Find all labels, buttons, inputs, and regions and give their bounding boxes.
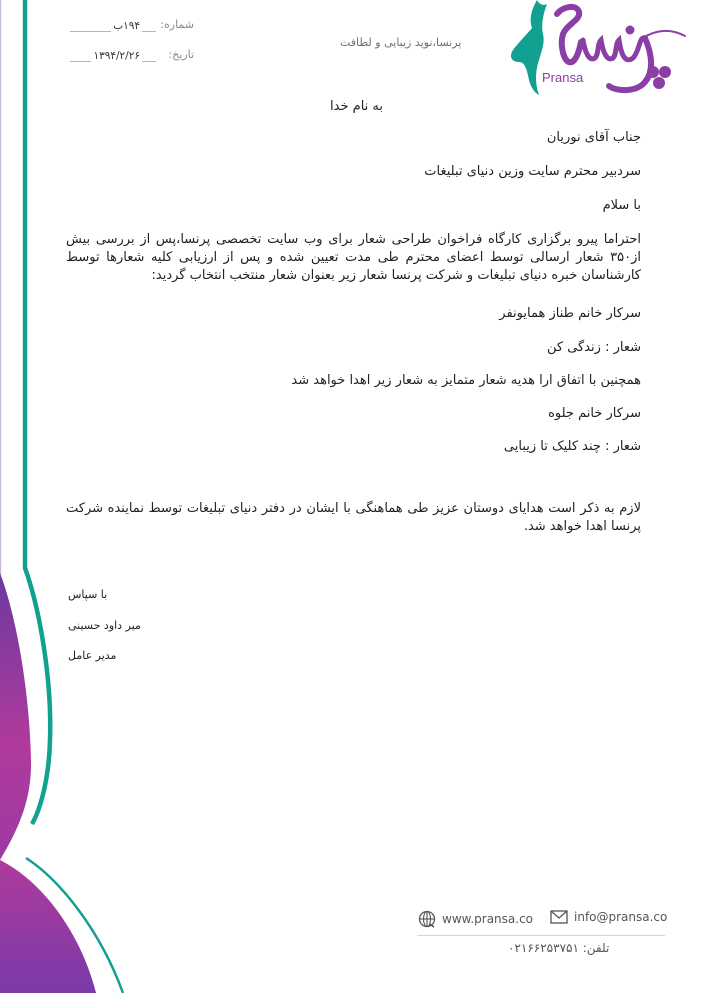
phone-row	[508, 941, 609, 955]
company-tagline: پرنسا،نوید زیبایی و لطافت	[340, 36, 462, 49]
teal-curve-bottom	[26, 858, 123, 993]
signature-name: میر داود حسینی	[68, 619, 141, 632]
purple-arc-bottom	[0, 860, 96, 993]
left-edge-line	[0, 0, 1, 575]
closing-paragraph: لازم به ذکر است هدایای دوستان عزیز طی هماهنگی با ایشان در دفتر دنیای تبلیغات توسط نماینده شرکت پرنسا اهدا خواهد شد.	[66, 501, 641, 534]
winner-2-slogan: شعار : چند کلیک تا زیبایی	[503, 439, 641, 454]
recipient-title: سردبیر محترم سایت وزین دنیای تبلیغات	[424, 164, 641, 179]
envelope-icon	[550, 910, 568, 924]
purple-arc-top	[0, 573, 31, 860]
globe-icon	[418, 910, 436, 928]
also-announcement: همچنین با اتفاق ارا هدیه شعار متمایز به شعار زیر اهدا خواهد شد	[291, 373, 641, 388]
winner-2-name: سرکار خانم جلوه	[548, 406, 641, 421]
signature-thanks: با سپاس	[68, 588, 108, 601]
website-link[interactable]	[418, 910, 533, 928]
winner-1-slogan: شعار : زندگی کن	[546, 340, 641, 355]
letter-opening: به نام خدا	[330, 99, 383, 114]
website-text: www.pransa.co	[442, 912, 534, 926]
phone-label: تلفن:	[582, 941, 610, 955]
letter-number-row	[70, 18, 194, 38]
letter-number-label: شماره:	[160, 18, 194, 31]
logo-latin-text: Pransa	[542, 70, 584, 85]
footer-divider	[417, 935, 665, 936]
greeting: با سلام	[602, 198, 641, 213]
winner-1-name: سرکار خانم طناز همایونفر	[499, 306, 641, 321]
letter-date-row	[70, 48, 194, 68]
letter-date-label: تاریخ:	[168, 48, 194, 61]
letter-date-value: ۱۳۹۴/۲/۲۶	[93, 50, 140, 62]
email-text: info@pransa.co	[574, 910, 668, 924]
letter-number-value: ۱۹۴ب	[113, 20, 140, 32]
signature-title: مدیر عامل	[68, 649, 117, 662]
teal-stripe	[25, 0, 50, 824]
phone-value: ۰۲۱۶۶۲۵۳۷۵۱	[508, 941, 579, 955]
pransa-logo	[505, 0, 690, 95]
recipient-name: جناب آقای نوریان	[546, 130, 641, 145]
body-paragraph: احتراما پیرو برگزاری کارگاه فراخوان طراحی شعار برای وب سایت تخصصی پرنسا،پس از بررسی بیش از۳۵۰ شعار ارسالی توسط اعضای محترم طی مدت تعیین شده و پس از ارزیابی کلیه شعارها توسط کارشناسان خبره دنیای تبلیغات و شرکت پرنسا شعار زیر بعنوان شعار منتخب انتخاب گردید:	[66, 232, 641, 283]
email-link[interactable]	[550, 910, 667, 924]
footer-contacts	[418, 908, 668, 928]
